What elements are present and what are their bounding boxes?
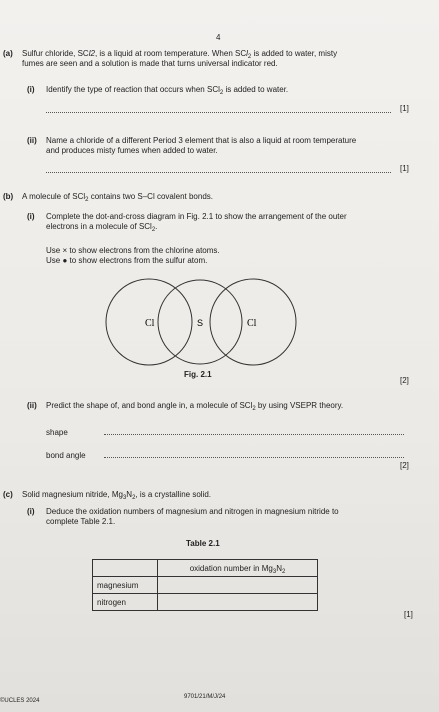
part-b-ii-question: Predict the shape of, and bond angle in, a molecule of SCl$_2$ by using VSEPR theory. bbox=[46, 401, 344, 412]
part-b-intro: A molecule of SCl$_2$ contains two S–Cl covalent bonds. bbox=[22, 192, 213, 203]
page-number: 4 bbox=[216, 33, 221, 42]
part-b-i-question-line2: electrons in a molecule of SCl$_2$. bbox=[46, 222, 158, 233]
table-row bbox=[93, 594, 318, 611]
part-b-label: (b) bbox=[3, 192, 14, 201]
instruction-dot: Use ● to show electrons from the sulfur atom. bbox=[46, 256, 208, 265]
atom-label-left: Cl bbox=[145, 318, 155, 329]
part-a-ii-question-line2: and produces misty fumes when added to water. bbox=[46, 146, 218, 155]
mark-b-ii: [2] bbox=[400, 461, 409, 470]
part-a-i-question: Identify the type of reaction that occurs when SCl$_2$ is added to water. bbox=[46, 85, 289, 96]
mark-a-i: [1] bbox=[400, 104, 409, 113]
table-corner-cell bbox=[93, 560, 158, 577]
atom-label-mid: S bbox=[197, 318, 204, 328]
shape-label: shape bbox=[46, 428, 68, 437]
part-b-i-question-line1: Complete the dot-and-cross diagram in Fig. 2.1 to show the arrangement of the outer bbox=[46, 212, 347, 221]
part-b-i-label: (i) bbox=[27, 212, 35, 221]
part-c-i-label: (i) bbox=[27, 507, 35, 516]
part-a-intro-line1: Sulfur chloride, SCl2, is a liquid at room temperature. When SCl$_2$ is added to water, misty bbox=[22, 49, 338, 60]
mark-b-i: [2] bbox=[400, 376, 409, 385]
shape-answer-line[interactable] bbox=[104, 434, 404, 435]
part-c-i-question-line2: complete Table 2.1. bbox=[46, 517, 116, 526]
table-row bbox=[93, 577, 318, 594]
atom-label-right: Cl bbox=[247, 318, 257, 329]
part-a-intro-line2: fumes are seen and a solution is made that turns universal indicator red. bbox=[22, 59, 278, 68]
magnesium-answer-cell[interactable] bbox=[158, 577, 318, 594]
part-a-label: (a) bbox=[3, 49, 13, 58]
row-label-magnesium: magnesium bbox=[93, 577, 158, 594]
part-c-label: (c) bbox=[3, 490, 13, 499]
figure-caption: Fig. 2.1 bbox=[184, 370, 212, 379]
row-label-nitrogen: nitrogen bbox=[93, 594, 158, 611]
part-a-ii-label: (ii) bbox=[27, 136, 37, 145]
footer-copyright: ©UCLES 2024 bbox=[0, 698, 40, 704]
part-c-intro: Solid magnesium nitride, $Mg_3N_2$, is a crystalline solid. bbox=[22, 490, 211, 501]
table-column-header: oxidation number in $Mg_3N_2$ bbox=[158, 560, 318, 577]
footer-paper-code: 9701/21/M/J/24 bbox=[184, 694, 226, 700]
part-a-i-label: (i) bbox=[27, 85, 35, 94]
part-c-i-question-line1: Deduce the oxidation numbers of magnesium and nitrogen in magnesium nitride to bbox=[46, 507, 339, 516]
part-a-ii-question-line1: Name a chloride of a different Period 3 element that is also a liquid at room temperature bbox=[46, 136, 357, 145]
oxidation-table bbox=[92, 559, 318, 611]
part-b-ii-label: (ii) bbox=[27, 401, 37, 410]
mark-a-ii: [1] bbox=[400, 164, 409, 173]
bond-angle-label: bond angle bbox=[46, 451, 86, 460]
table-header-row bbox=[93, 560, 318, 577]
bond-angle-answer-line[interactable] bbox=[104, 457, 404, 458]
table-title: Table 2.1 bbox=[186, 539, 220, 548]
mark-c-i: [1] bbox=[404, 610, 413, 619]
instruction-cross: Use × to show electrons from the chlorine atoms. bbox=[46, 246, 220, 255]
nitrogen-answer-cell[interactable] bbox=[158, 594, 318, 611]
